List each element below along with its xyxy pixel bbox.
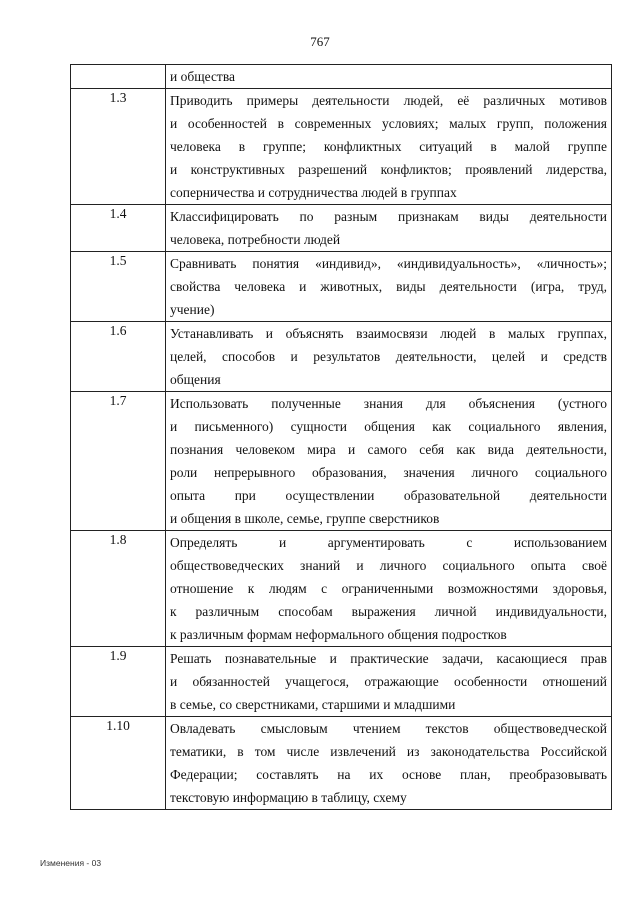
row-text (166, 717, 611, 809)
row-number: 1.3 (71, 89, 166, 204)
text-line: учение) (170, 302, 215, 317)
text-line: Классифицировать по разным признакам виды деятельности (170, 209, 607, 224)
table-row (71, 252, 611, 322)
row-number (71, 65, 166, 88)
row-number: 1.4 (71, 205, 166, 251)
row-text (166, 647, 611, 716)
learning-outcomes-table (70, 64, 612, 810)
row-text (166, 252, 611, 321)
text-line: целей, способов и результатов деятельности, целей и средств (170, 349, 607, 364)
text-line: в семье, со сверстниками, старшими и младшими (170, 697, 456, 712)
text-line: Определять и аргументировать с использованием (170, 535, 607, 550)
text-line: текстовую информацию в таблицу, схему (170, 790, 407, 805)
text-line: и конструктивных разрешений конфликтов; проявлений лидерства, (170, 162, 607, 177)
row-number: 1.10 (71, 717, 166, 809)
text-line: познания человеком мира и самого себя как вида деятельности, (170, 442, 607, 457)
row-text (166, 65, 611, 88)
text-line: Устанавливать и объяснять взаимосвязи людей в малых группах, (170, 326, 607, 341)
row-text (166, 205, 611, 251)
text-line: Решать познавательные и практические задачи, касающиеся прав (170, 651, 607, 666)
text-line: Приводить примеры деятельности людей, её различных мотивов (170, 93, 607, 108)
row-text (166, 89, 611, 204)
text-line: Овладевать смысловым чтением текстов обществоведческой (170, 721, 607, 736)
row-number: 1.7 (71, 392, 166, 530)
text-line: Сравнивать понятия «индивид», «индивидуальность», «личность»; (170, 256, 607, 271)
text-line: человека, потребности людей (170, 232, 341, 247)
table-row (71, 717, 611, 810)
table-row (71, 531, 611, 647)
text-line: человека в группе; конфликтных ситуаций в малой группе (170, 139, 607, 154)
text-line: Использовать полученные знания для объяснения (устного (170, 396, 607, 411)
row-text (166, 322, 611, 391)
text-line: и общения в школе, семье, группе сверстников (170, 511, 440, 526)
table-row (71, 65, 611, 89)
text-line: опыта при осуществлении образовательной деятельности (170, 488, 607, 503)
row-text (166, 392, 611, 530)
table-row (71, 322, 611, 392)
row-number: 1.8 (71, 531, 166, 646)
text-line: отношение к людям с ограниченными возможностями здоровья, (170, 581, 607, 596)
table-row (71, 205, 611, 252)
text-line: Федерации; составлять на их основе план, преобразовывать (170, 767, 607, 782)
text-line: роли непрерывного образования, значения личного социального (170, 465, 607, 480)
row-number: 1.5 (71, 252, 166, 321)
text-line: общения (170, 372, 221, 387)
row-number: 1.9 (71, 647, 166, 716)
text-line: и обязанностей учащегося, отражающие особенности отношений (170, 674, 607, 689)
text-line: обществоведческих знаний и личного социального опыта своё (170, 558, 607, 573)
text-line: и особенностей в современных условиях; малых групп, положения (170, 116, 607, 131)
text-line: тематики, в том числе извлечений из законодательства Российской (170, 744, 607, 759)
text-line: и письменного) сущности общения как социального явления, (170, 419, 607, 434)
footer-revision-note: Изменения - 03 (40, 858, 102, 868)
page-number: 767 (310, 34, 330, 49)
text-line: к различным способам выражения личной индивидуальности, (170, 604, 607, 619)
text-line: соперничества и сотрудничества людей в группах (170, 185, 457, 200)
text-line: к различным формам неформального общения подростков (170, 627, 507, 642)
table-row (71, 392, 611, 531)
text-line: и общества (170, 69, 236, 84)
table-row (71, 647, 611, 717)
row-number: 1.6 (71, 322, 166, 391)
row-text (166, 531, 611, 646)
text-line: свойства человека и животных, виды деятельности (игра, труд, (170, 279, 607, 294)
table-row (71, 89, 611, 205)
